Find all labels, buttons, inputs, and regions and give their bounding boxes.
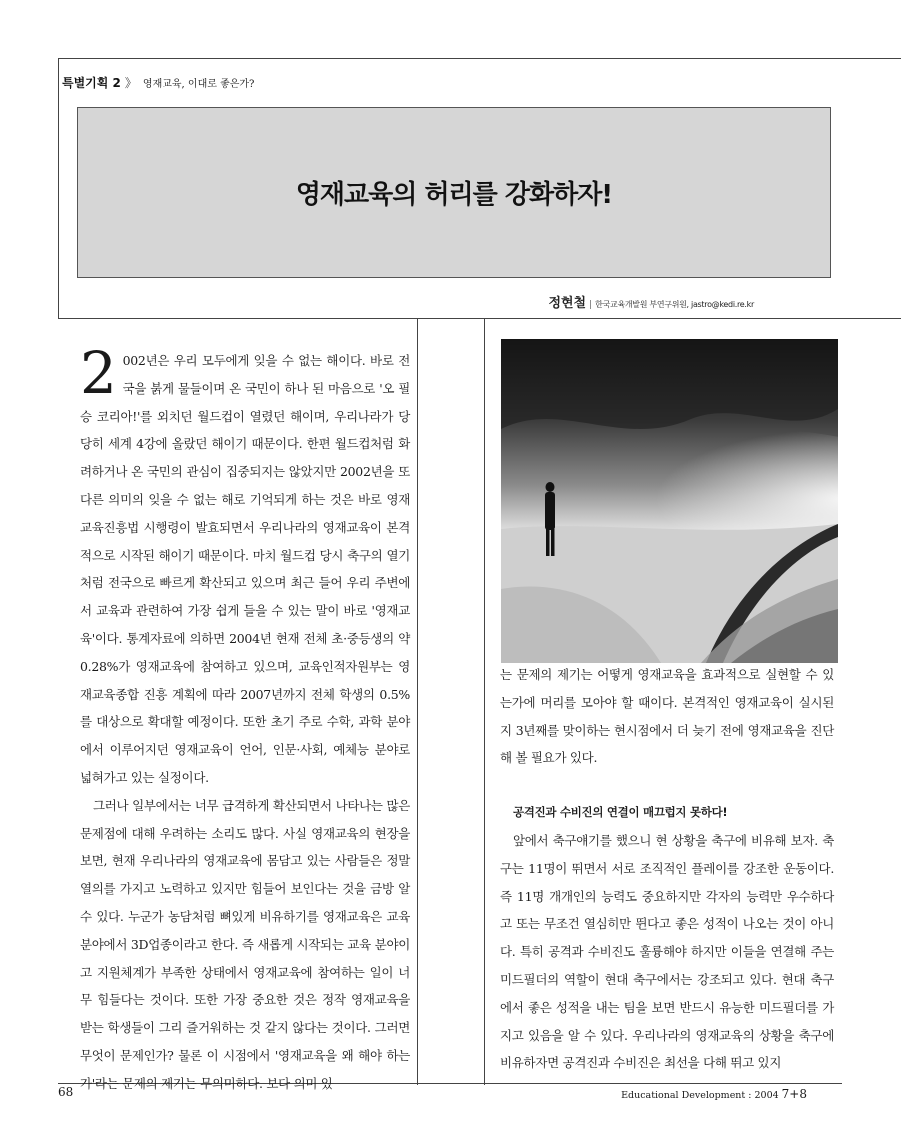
article-photo [501,339,838,663]
magazine-name: Educational Development : 2004 [621,1090,779,1101]
article-paragraph-3: 는 문제의 제기는 어떻게 영재교육을 효과적으로 실현할 수 있는가에 머리를 모아야 할 때이다. 본격적인 영재교육이 실시된 지 3년째를 맞이하는 현시점에서 더 늦기 전에 영재교육을 진단해 볼 필요가 있다. [500,667,834,766]
photo-illustration [501,339,838,663]
author-affiliation: 한국교육개발원 부연구위원, jastro@kedi.re.kr [595,300,754,309]
article-column-left [80,339,410,1098]
column-divider-left [417,318,418,1085]
header-left-rule [58,58,59,318]
title-box [77,107,831,278]
series-label [62,74,254,91]
article-title: 영재교육의 허리를 강화하자! [295,180,613,210]
author-separator: | [589,300,593,310]
top-rule [58,58,901,59]
page-number: 68 [58,1085,74,1099]
article-paragraph-2: 그러나 일부에서는 너무 급격하게 확산되면서 나타나는 많은 문제점에 대해 우려하는 소리도 많다. 사실 영재교육의 현장을 보면, 현재 우리나라의 영재교육에 몸담고 있는 사람들은 정말 열의를 가지고 노력하고 있지만 힘들어 보인다는 것을 금방 알 수 있다. 누군가 농담처럼 뼈있게 비유하기를 영재교육은 교육 분야에서 3D업종이라고 한다. 즉 새롭게 시작되는 교육 분야이고 지원체계가 부족한 상태에서 영재교육에 참여하는 일이 너무 힘들다는 것이다. 또한 가장 중요한 것은 정작 영재교육을 받는 학생들이 그리 즐거워하는 것 같지 않다는 것이다. 그러면 무엇이 문제인가? 물론 이 시점에서 '영재교육을 왜 해야 하는가'라는 문제의 제기는 무의미하다. 보다 의미 있 [80,797,410,1091]
section-heading: 공격진과 수비진의 연결이 매끄럽지 못하다! [513,805,728,820]
issue-number: 7+8 [781,1087,807,1101]
author-byline [548,292,754,311]
magazine-footer [621,1087,807,1101]
article-paragraph-1: 002년은 우리 모두에게 잊을 수 없는 해이다. 바로 전국을 붉게 물들이며 온 국민이 하나 된 마음으로 '오 필승 코리아!'를 외치던 월드컵이 열렸던 해이며, 우리나라가 당당히 세계 4강에 올랐던 해이기 때문이다. 한편 월드컵처럼 화려하거나 온 국민의 관심이 집중되지는 않았지만 2002년을 또 다른 의미의 잊을 수 없는 해로 기억되게 하는 것은 바로 영재교육진흥법 시행령이 발효되면서 우리나라의 영재교육이 본격적으로 시작된 해이기 때문이다. 마치 월드컵 당시 축구의 열기처럼 전국으로 빠르게 확산되고 있으며 최근 들어 우리 주변에서 교육과 관련하여 가장 쉽게 들을 수 있는 말이 바로 '영재교육'이다. 통계자료에 의하면 2004년 현재 전체 초·중등생의 약 0.28%가 영재교육에 참여하고 있으며, 교육인적자원부는 영재교육종합 진흥 계획에 따라 2007년까지 전체 학생의 0.5%를 대상으로 확대할 예정이다. 또한 초기 주로 수학, 과학 분야에서 이루어지던 영재교육이 언어, 인문·사회, 예체능 분야로 넓혀가고 있는 실정이다. [80,353,410,785]
series-title: 특별기획 2 [62,76,121,90]
header-bottom-rule [58,318,901,319]
article-column-right [500,661,834,1077]
column-divider-right [484,318,485,1085]
series-topic: 영재교육, 이대로 좋은가? [142,79,255,90]
dark-cloud [501,339,838,429]
drop-cap: 2 [80,339,117,407]
double-chevron-right-icon: 》 [124,76,137,90]
article-paragraph-4: 앞에서 축구얘기를 했으니 현 상황을 축구에 비유해 보자. 축구는 11명이 뛰면서 서로 조직적인 플레이를 강조한 운동이다. 즉 11명 개개인의 능력도 중요하지만 각자의 능력만 우수하다고 또는 무조건 열심히만 뛴다고 좋은 성적이 나오는 것이 아니다. 특히 공격과 수비진도 훌륭해야 하지만 이들을 연결해 주는 미드필더의 역할이 현대 축구에서는 강조되고 있다. 현대 축구에서 좋은 성적을 내는 팀을 보면 반드시 유능한 미드필더를 가지고 있음을 알 수 있다. 우리나라의 영재교육의 상황을 축구에 비유하자면 공격진과 수비진은 최선을 다해 뛰고 있지 [500,832,834,1071]
author-name: 정현철 [548,296,587,311]
